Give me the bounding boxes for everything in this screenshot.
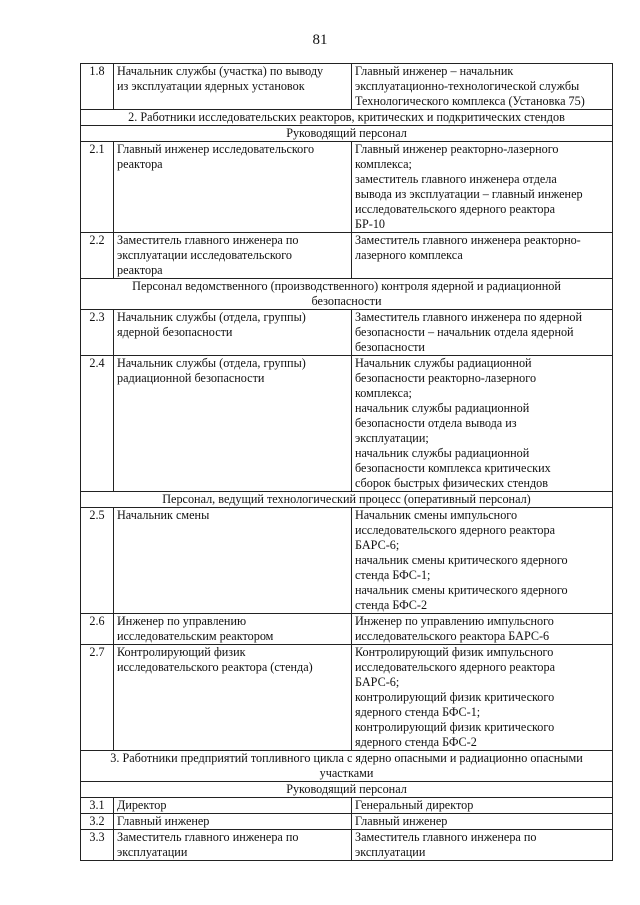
position-equivalent <box>352 142 613 233</box>
section-title <box>81 782 613 798</box>
table-row <box>81 614 613 645</box>
text-line: исследовательского реактора БАРС-6 <box>355 629 550 643</box>
position-equivalent <box>352 645 613 751</box>
table-row <box>81 233 613 279</box>
text-line: Заместитель главного инженера по <box>117 830 299 844</box>
positions-table <box>80 63 613 861</box>
text-line: Заместитель главного инженера по <box>355 830 537 844</box>
item-number: 2.3 <box>81 310 114 356</box>
table-row <box>81 64 613 110</box>
text-line: сборок быстрых физических стендов <box>355 476 549 490</box>
section-title <box>81 751 613 782</box>
text-line: безопасности – начальник отдела ядерной <box>355 325 574 339</box>
text-line: Персонал ведомственного (производственного) контроля ядерной и радиационной <box>132 279 561 293</box>
table-row <box>81 830 613 861</box>
text-line: Заместитель главного инженера по <box>117 233 299 247</box>
text-line: Генеральный директор <box>355 798 474 812</box>
item-number: 3.1 <box>81 798 114 814</box>
position-current <box>114 310 352 356</box>
text-line: Главный инженер <box>355 814 448 828</box>
position-equivalent <box>352 508 613 614</box>
section-header-row <box>81 126 613 142</box>
table-row <box>81 356 613 492</box>
text-line: исследовательского ядерного реактора <box>355 523 556 537</box>
text-line: БАРС-6; <box>355 538 400 552</box>
item-number: 3.2 <box>81 814 114 830</box>
text-line: стенда БФС-2 <box>355 598 428 612</box>
text-line: Персонал, ведущий технологический процесс (оперативный персонал) <box>162 492 531 506</box>
text-line: 3. Работники предприятий топливного цикла с ядерно опасными и радиационно опасными <box>110 751 583 765</box>
section-header-row <box>81 279 613 310</box>
text-line: радиационной безопасности <box>117 371 265 385</box>
text-line: Контролирующий физик <box>117 645 246 659</box>
text-line: безопасности комплекса критических <box>355 461 551 475</box>
position-current <box>114 64 352 110</box>
table-body <box>81 64 613 861</box>
text-line: Технологического комплекса (Установка 75) <box>355 94 585 108</box>
text-line: исследовательским реактором <box>117 629 274 643</box>
text-line: Начальник смены импульсного <box>355 508 518 522</box>
text-line: Руководящий персонал <box>286 126 407 140</box>
position-equivalent <box>352 233 613 279</box>
text-line: комплекса; <box>355 157 412 171</box>
text-line: Руководящий персонал <box>286 782 407 796</box>
text-line: Начальник службы (участка) по выводу <box>117 64 324 78</box>
text-line: вывода из эксплуатации – главный инженер <box>355 187 583 201</box>
section-header-row <box>81 751 613 782</box>
text-line: начальник смены критического ядерного <box>355 583 568 597</box>
table-row <box>81 142 613 233</box>
position-equivalent <box>352 814 613 830</box>
position-current <box>114 798 352 814</box>
position-current <box>114 356 352 492</box>
section-header-row <box>81 782 613 798</box>
position-current <box>114 233 352 279</box>
text-line: Начальник службы (отдела, группы) <box>117 356 306 370</box>
text-line: реактора <box>117 263 163 277</box>
text-line: безопасности <box>311 294 382 308</box>
position-current <box>114 142 352 233</box>
text-line: Главный инженер <box>117 814 210 828</box>
section-title <box>81 110 613 126</box>
text-line: ядерного стенда БФС-2 <box>355 735 477 749</box>
position-current <box>114 645 352 751</box>
position-current <box>114 614 352 645</box>
text-line: 2. Работники исследовательских реакторов, критических и подкритических стендов <box>128 110 565 124</box>
table-row <box>81 645 613 751</box>
text-line: Заместитель главного инженера реакторно- <box>355 233 581 247</box>
item-number: 3.3 <box>81 830 114 861</box>
text-line: Начальник службы (отдела, группы) <box>117 310 306 324</box>
text-line: стенда БФС-1; <box>355 568 431 582</box>
text-line: эксплуатации; <box>355 431 429 445</box>
text-line: начальник службы радиационной <box>355 401 530 415</box>
page-number: 81 <box>312 32 328 48</box>
text-line: исследовательского ядерного реактора <box>355 202 556 216</box>
item-number: 1.8 <box>81 64 114 110</box>
text-line: начальник службы радиационной <box>355 446 530 460</box>
item-number: 2.7 <box>81 645 114 751</box>
position-equivalent <box>352 64 613 110</box>
text-line: Главный инженер – начальник <box>355 64 514 78</box>
position-current <box>114 814 352 830</box>
text-line: исследовательского ядерного реактора <box>355 660 556 674</box>
text-line: БР-10 <box>355 217 386 231</box>
position-equivalent <box>352 830 613 861</box>
text-line: безопасности отдела вывода из <box>355 416 517 430</box>
position-equivalent <box>352 356 613 492</box>
text-line: эксплуатации <box>355 845 426 859</box>
table-row <box>81 310 613 356</box>
text-line: эксплуатационно-технологической службы <box>355 79 580 93</box>
text-line: ядерного стенда БФС-1; <box>355 705 481 719</box>
text-line: комплекса; <box>355 386 412 400</box>
section-title <box>81 126 613 142</box>
position-current <box>114 508 352 614</box>
text-line: Директор <box>117 798 167 812</box>
position-equivalent <box>352 798 613 814</box>
text-line: Инженер по управлению импульсного <box>355 614 554 628</box>
text-line: реактора <box>117 157 163 171</box>
position-equivalent <box>352 310 613 356</box>
text-line: безопасности реакторно-лазерного <box>355 371 537 385</box>
item-number: 2.1 <box>81 142 114 233</box>
text-line: Заместитель главного инженера по ядерной <box>355 310 583 324</box>
section-title <box>81 492 613 508</box>
text-line: БАРС-6; <box>355 675 400 689</box>
position-equivalent <box>352 614 613 645</box>
table-row <box>81 814 613 830</box>
text-line: Главный инженер реакторно-лазерного <box>355 142 559 156</box>
table-row <box>81 508 613 614</box>
text-line: эксплуатации <box>117 845 188 859</box>
item-number: 2.4 <box>81 356 114 492</box>
text-line: Начальник смены <box>117 508 210 522</box>
text-line: Инженер по управлению <box>117 614 247 628</box>
text-line: контролирующий физик критического <box>355 690 555 704</box>
section-header-row <box>81 110 613 126</box>
text-line: безопасности <box>355 340 425 354</box>
text-line: исследовательского реактора (стенда) <box>117 660 313 674</box>
item-number: 2.2 <box>81 233 114 279</box>
item-number: 2.5 <box>81 508 114 614</box>
item-number: 2.6 <box>81 614 114 645</box>
text-line: начальник смены критического ядерного <box>355 553 568 567</box>
text-line: ядерной безопасности <box>117 325 233 339</box>
text-line: контролирующий физик критического <box>355 720 555 734</box>
section-header-row <box>81 492 613 508</box>
text-line: Контролирующий физик импульсного <box>355 645 554 659</box>
text-line: участками <box>319 766 374 780</box>
text-line: лазерного комплекса <box>355 248 463 262</box>
text-line: заместитель главного инженера отдела <box>355 172 557 186</box>
position-current <box>114 830 352 861</box>
text-line: эксплуатации исследовательского <box>117 248 293 262</box>
table-row <box>81 798 613 814</box>
section-title <box>81 279 613 310</box>
text-line: из эксплуатации ядерных установок <box>117 79 305 93</box>
text-line: Начальник службы радиационной <box>355 356 532 370</box>
text-line: Главный инженер исследовательского <box>117 142 315 156</box>
